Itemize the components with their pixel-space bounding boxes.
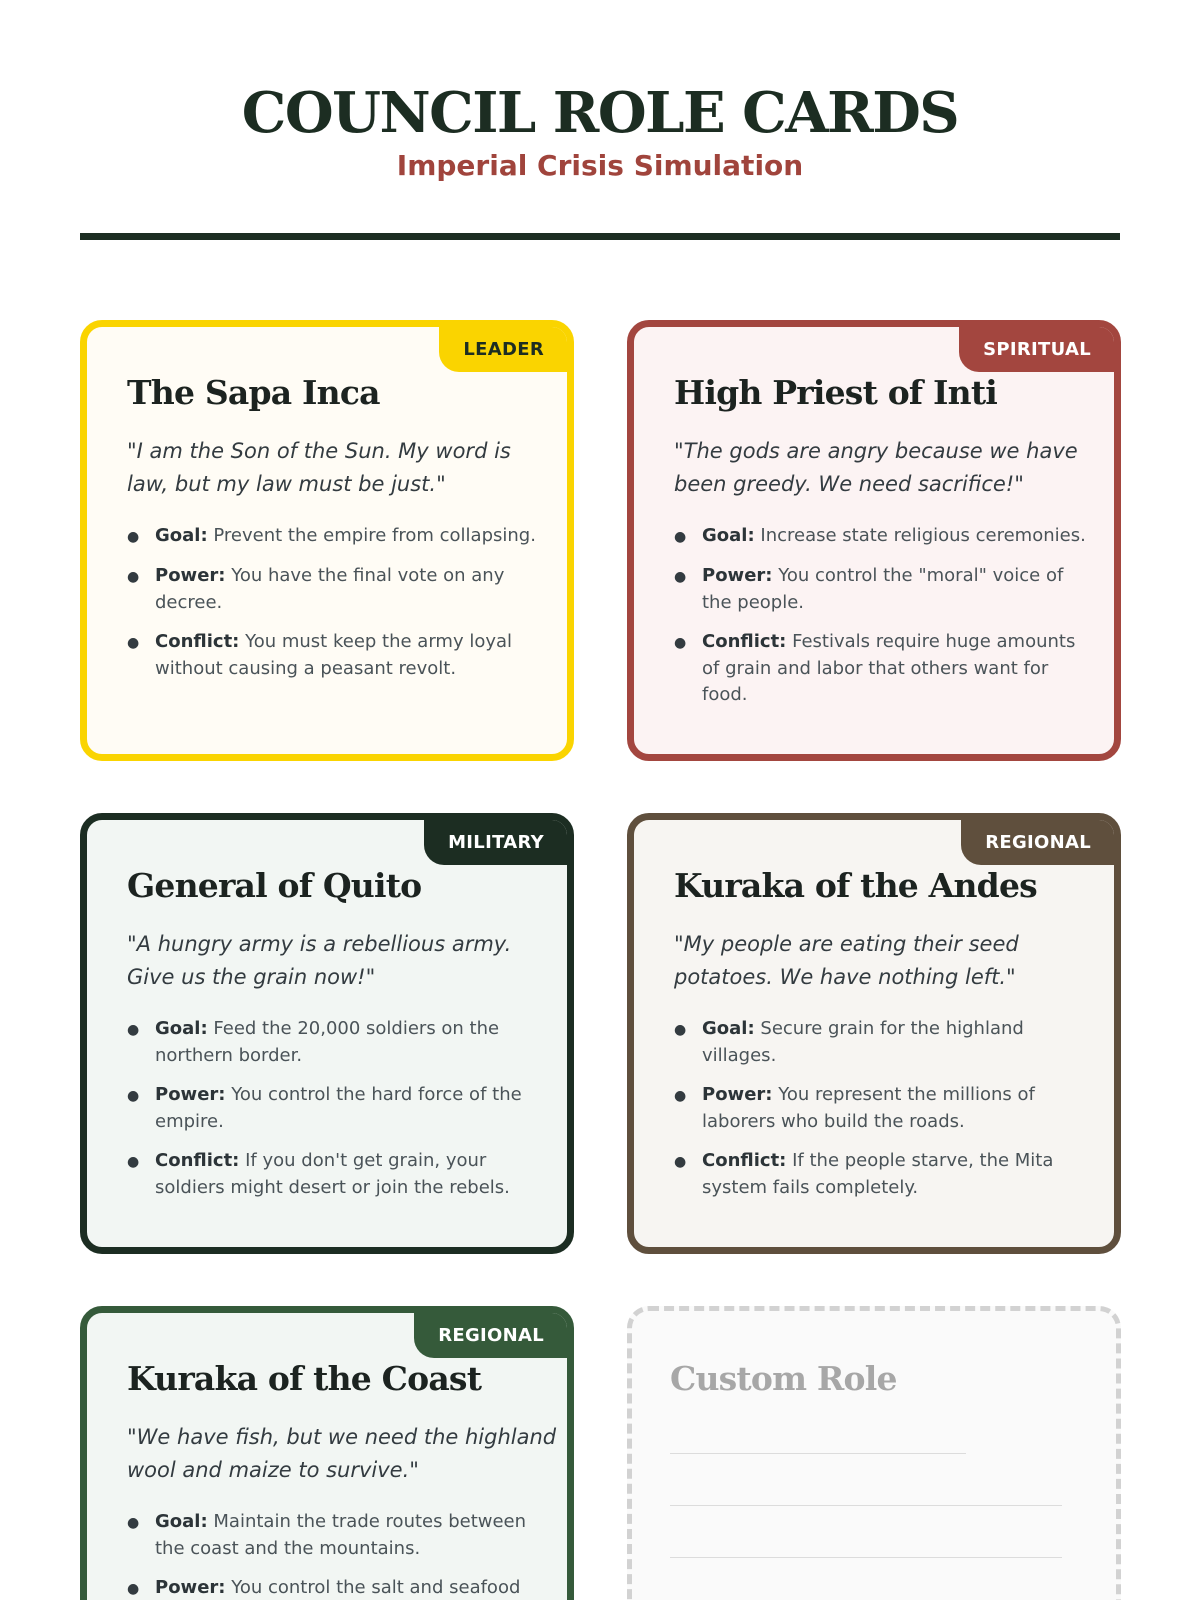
role-conflict: ● Conflict: If the people starve, the Mita system fails completely. [674,1150,1054,1198]
role-badge: REGIONAL [414,1312,568,1358]
role-card-general-of-quito [80,813,574,1254]
role-details [127,1509,537,1600]
role-card-sapa-inca [80,320,574,761]
role-card-high-priest [627,320,1121,761]
role-power: ● Power: You control the hard force of the empire. [127,1084,522,1132]
role-badge: LEADER [439,326,568,372]
role-quote: "I am the Son of the Sun. My word is law, but my law must be just." [127,439,511,496]
bullet-icon: ● [674,569,687,585]
role-card-custom [627,1306,1121,1600]
role-details [674,1016,1084,1214]
role-conflict: ● Conflict: Festivals require huge amounts of grain and labor that others want for food. [674,631,1076,705]
page-title: COUNCIL ROLE CARDS [241,80,959,146]
bullet-icon: ● [674,529,687,545]
role-details [127,1016,537,1214]
header-divider [80,233,1120,240]
role-details [674,523,1094,721]
bullet-icon: ● [127,635,140,651]
role-goal: ● Goal: Maintain the trade routes between the coast and the mountains. [127,1511,527,1559]
bullet-icon: ● [674,635,687,651]
role-quote: "We have fish, but we need the highland wool and maize to survive." [127,1425,557,1482]
role-quote: "A hungry army is a rebellious army. Give us the grain now!" [127,932,512,989]
role-details [127,523,537,695]
role-badge: REGIONAL [961,819,1115,865]
role-goal: ● Goal: Secure grain for the highland villages. [674,1018,1024,1066]
blank-line [670,1557,1062,1558]
bullet-icon: ● [127,1154,140,1170]
bullet-icon: ● [674,1088,687,1104]
role-quote: "The gods are angry because we have been greedy. We need sacrifice!" [674,439,1078,496]
role-power: ● Power: You have the final vote on any decree. [127,565,505,613]
role-title: High Priest of Inti [674,373,998,412]
bullet-icon: ● [127,1022,140,1038]
bullet-icon: ● [674,1154,687,1170]
bullet-icon: ● [127,1581,140,1597]
role-title: Kuraka of the Coast [127,1359,482,1398]
role-conflict: ● Conflict: You must keep the army loyal without causing a peasant revolt. [127,631,513,679]
bullet-icon: ● [127,569,140,585]
role-goal: ● Goal: Increase state religious ceremonies. [674,523,1094,550]
role-goal: ● Goal: Prevent the empire from collapsing. [127,523,537,550]
role-power: ● Power: You represent the millions of laborers who build the roads. [674,1084,1035,1132]
role-badge: SPIRITUAL [959,326,1115,372]
role-quote: "My people are eating their seed potatoes. We have nothing left." [674,932,1019,989]
role-title: The Sapa Inca [127,373,380,412]
bullet-icon: ● [127,1515,140,1531]
page-subtitle: Imperial Crisis Simulation [396,149,804,182]
role-title: Custom Role [670,1359,897,1398]
role-goal: ● Goal: Feed the 20,000 soldiers on the northern border. [127,1018,500,1066]
bullet-icon: ● [674,1022,687,1038]
role-power: ● Power: You control the salt and seafood [127,1575,537,1600]
role-title: Kuraka of the Andes [674,866,1037,905]
role-conflict: ● Conflict: If you don't get grain, your soldiers might desert or join the rebels. [127,1150,510,1198]
bullet-icon: ● [127,529,140,545]
blank-line [670,1505,1062,1506]
blank-line [670,1453,966,1454]
bullet-icon: ● [127,1088,140,1104]
role-badge: MILITARY [424,819,568,865]
role-title: General of Quito [127,866,422,905]
role-power: ● Power: You control the "moral" voice of the people. [674,565,1064,613]
role-card-kuraka-andes [627,813,1121,1254]
role-card-kuraka-coast [80,1306,574,1600]
page-header [0,80,1200,184]
